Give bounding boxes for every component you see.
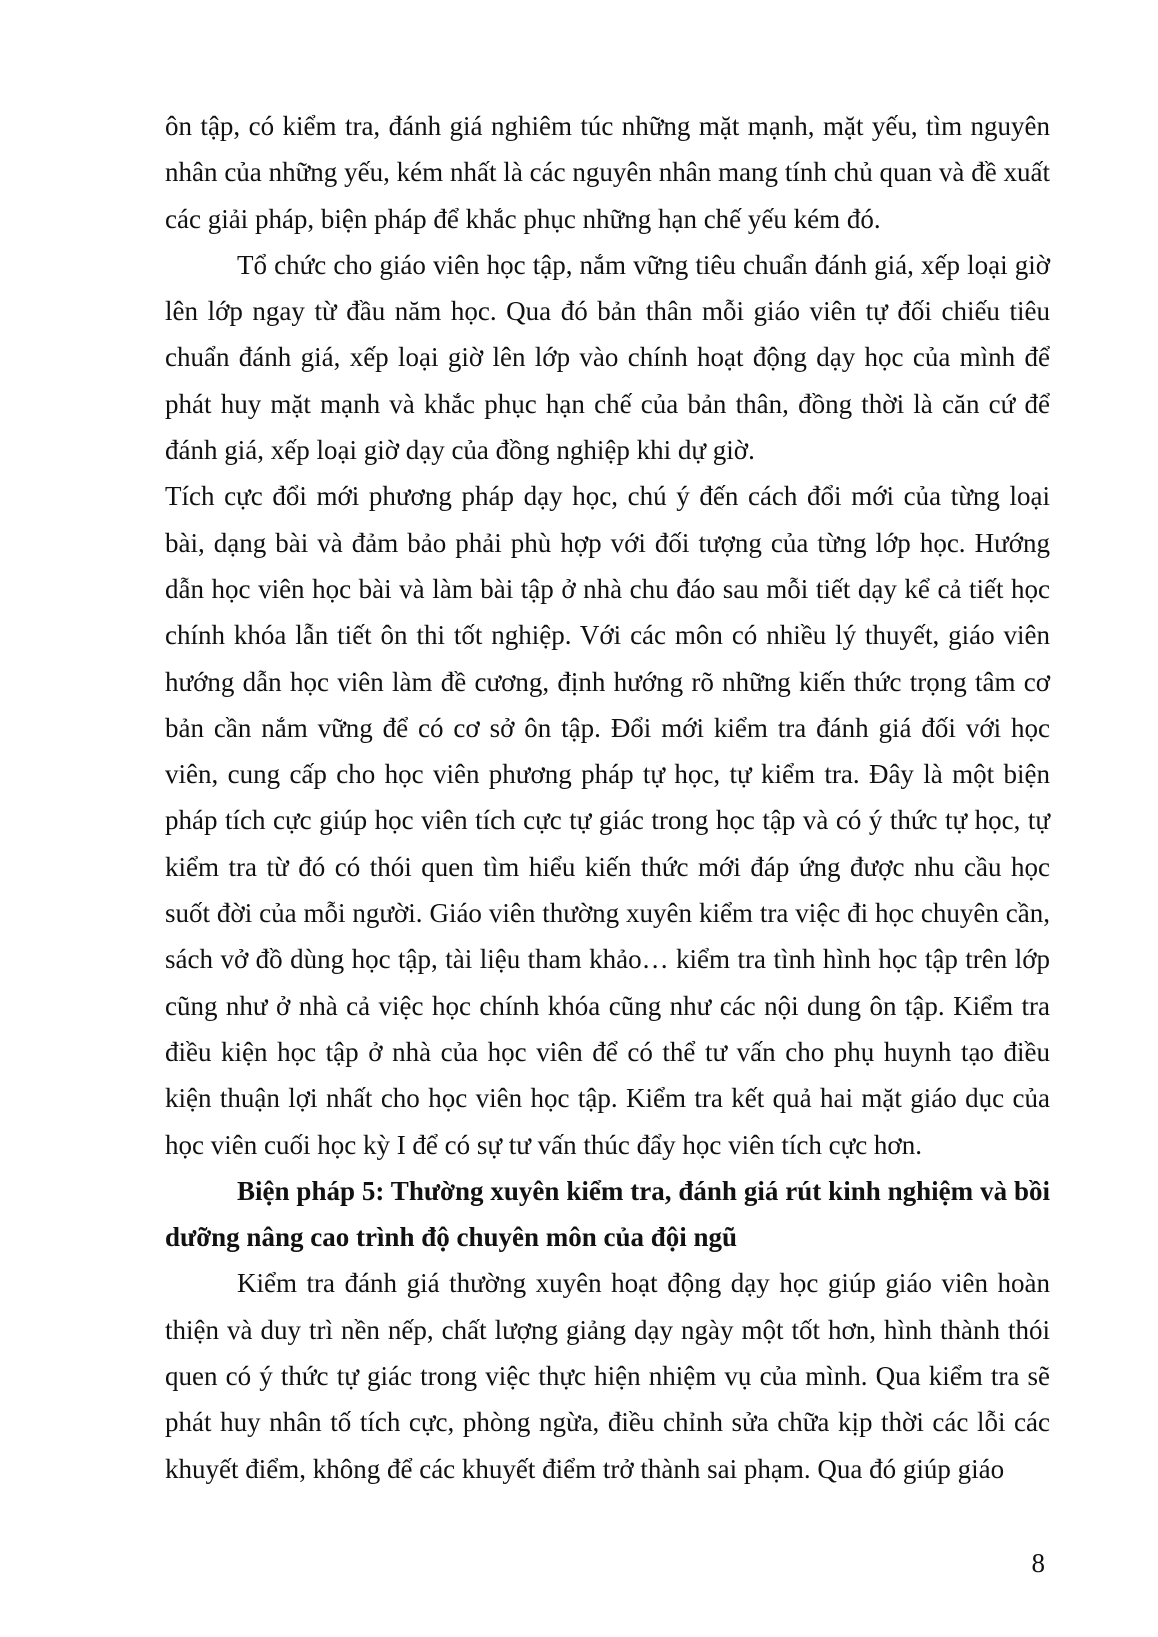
paragraph-regular-inspection: Kiểm tra đánh giá thường xuyên hoạt động dạy học giúp giáo viên hoàn thiện và duy trì nền nếp, chất lượng giảng dạy ngày một tốt hơn, hình thành thói quen có ý thức tự giác trong việc thực hiện nhiệm vụ của mình. Qua kiểm tra sẽ phát huy nhân tố tích cực, phòng ngừa, điều chỉnh sửa chữa kịp thời các lỗi các khuyết điểm, không để các khuyết điểm trở thành sai phạm. Qua đó giúp giáo (165, 1268, 1050, 1484)
paragraph-teacher-training: Tổ chức cho giáo viên học tập, nắm vững tiêu chuẩn đánh giá, xếp loại giờ lên lớp ngay từ đầu năm học. Qua đó bản thân mỗi giáo viên tự đối chiếu tiêu chuẩn đánh giá, xếp loại giờ lên lớp vào chính hoạt động dạy học của mình để phát huy mặt mạnh và khắc phục hạn chế của bản thân, đồng thời là căn cứ để đánh giá, xếp loại giờ dạy của đồng nghiệp khi dự giờ. (165, 249, 1050, 466)
paragraph-continuation: ôn tập, có kiểm tra, đánh giá nghiêm túc những mặt mạnh, mặt yếu, tìm nguyên nhân của những yếu, kém nhất là các nguyên nhân mang tính chủ quan và đề xuất các giải pháp, biện pháp để khắc phục những hạn chế yếu kém đó. (165, 111, 1050, 234)
paragraph-teaching-method-innovation: Tích cực đổi mới phương pháp dạy học, chú ý đến cách đổi mới của từng loại bài, dạng bài và đảm bảo phải phù hợp với đối tượng của từng lớp học. Hướng dẫn học viên học bài và làm bài tập ở nhà chu đáo sau mỗi tiết dạy kể cả tiết học chính khóa lẫn tiết ôn thi tốt nghiệp. Với các môn có nhiều lý thuyết, giáo viên hướng dẫn học viên làm đề cương, định hướng rõ những kiến thức trọng tâm cơ bản cần nắm vững để có cơ sở ôn tập. Đổi mới kiểm tra đánh giá đối với học viên, cung cấp cho học viên phương pháp tự học, tự kiểm tra. Đây là một biện pháp tích cực giúp học viên tích cực tự giác trong học tập và có ý thức tự học, tự kiểm tra từ đó có thói quen tìm hiểu kiến thức mới đáp ứng được nhu cầu học suốt đời của mỗi người. Giáo viên thường xuyên kiểm tra việc đi học chuyên cần, sách vở đồ dùng học tập, tài liệu tham khảo… kiểm tra tình hình học tập trên lớp cũng như ở nhà cả việc học chính khóa cũng như các nội dung ôn tập. Kiểm tra điều kiện học tập ở nhà của học viên để có thể tư vấn cho phụ huynh tạo điều kiện thuận lợi nhất cho học viên học tập. Kiểm tra kết quả hai mặt giáo dục của học viên cuối học kỳ I để có sự tư vấn thúc đẩy học viên tích cực hơn. (165, 481, 1050, 1160)
section-heading-measure-5: Biện pháp 5: Thường xuyên kiểm tra, đánh giá rút kinh nghiệm và bồi dưỡng nâng cao trình độ chuyên môn của đội ngũ (165, 1175, 1050, 1253)
page-number: 8 (1031, 1548, 1045, 1578)
document-page (165, 103, 1050, 1492)
